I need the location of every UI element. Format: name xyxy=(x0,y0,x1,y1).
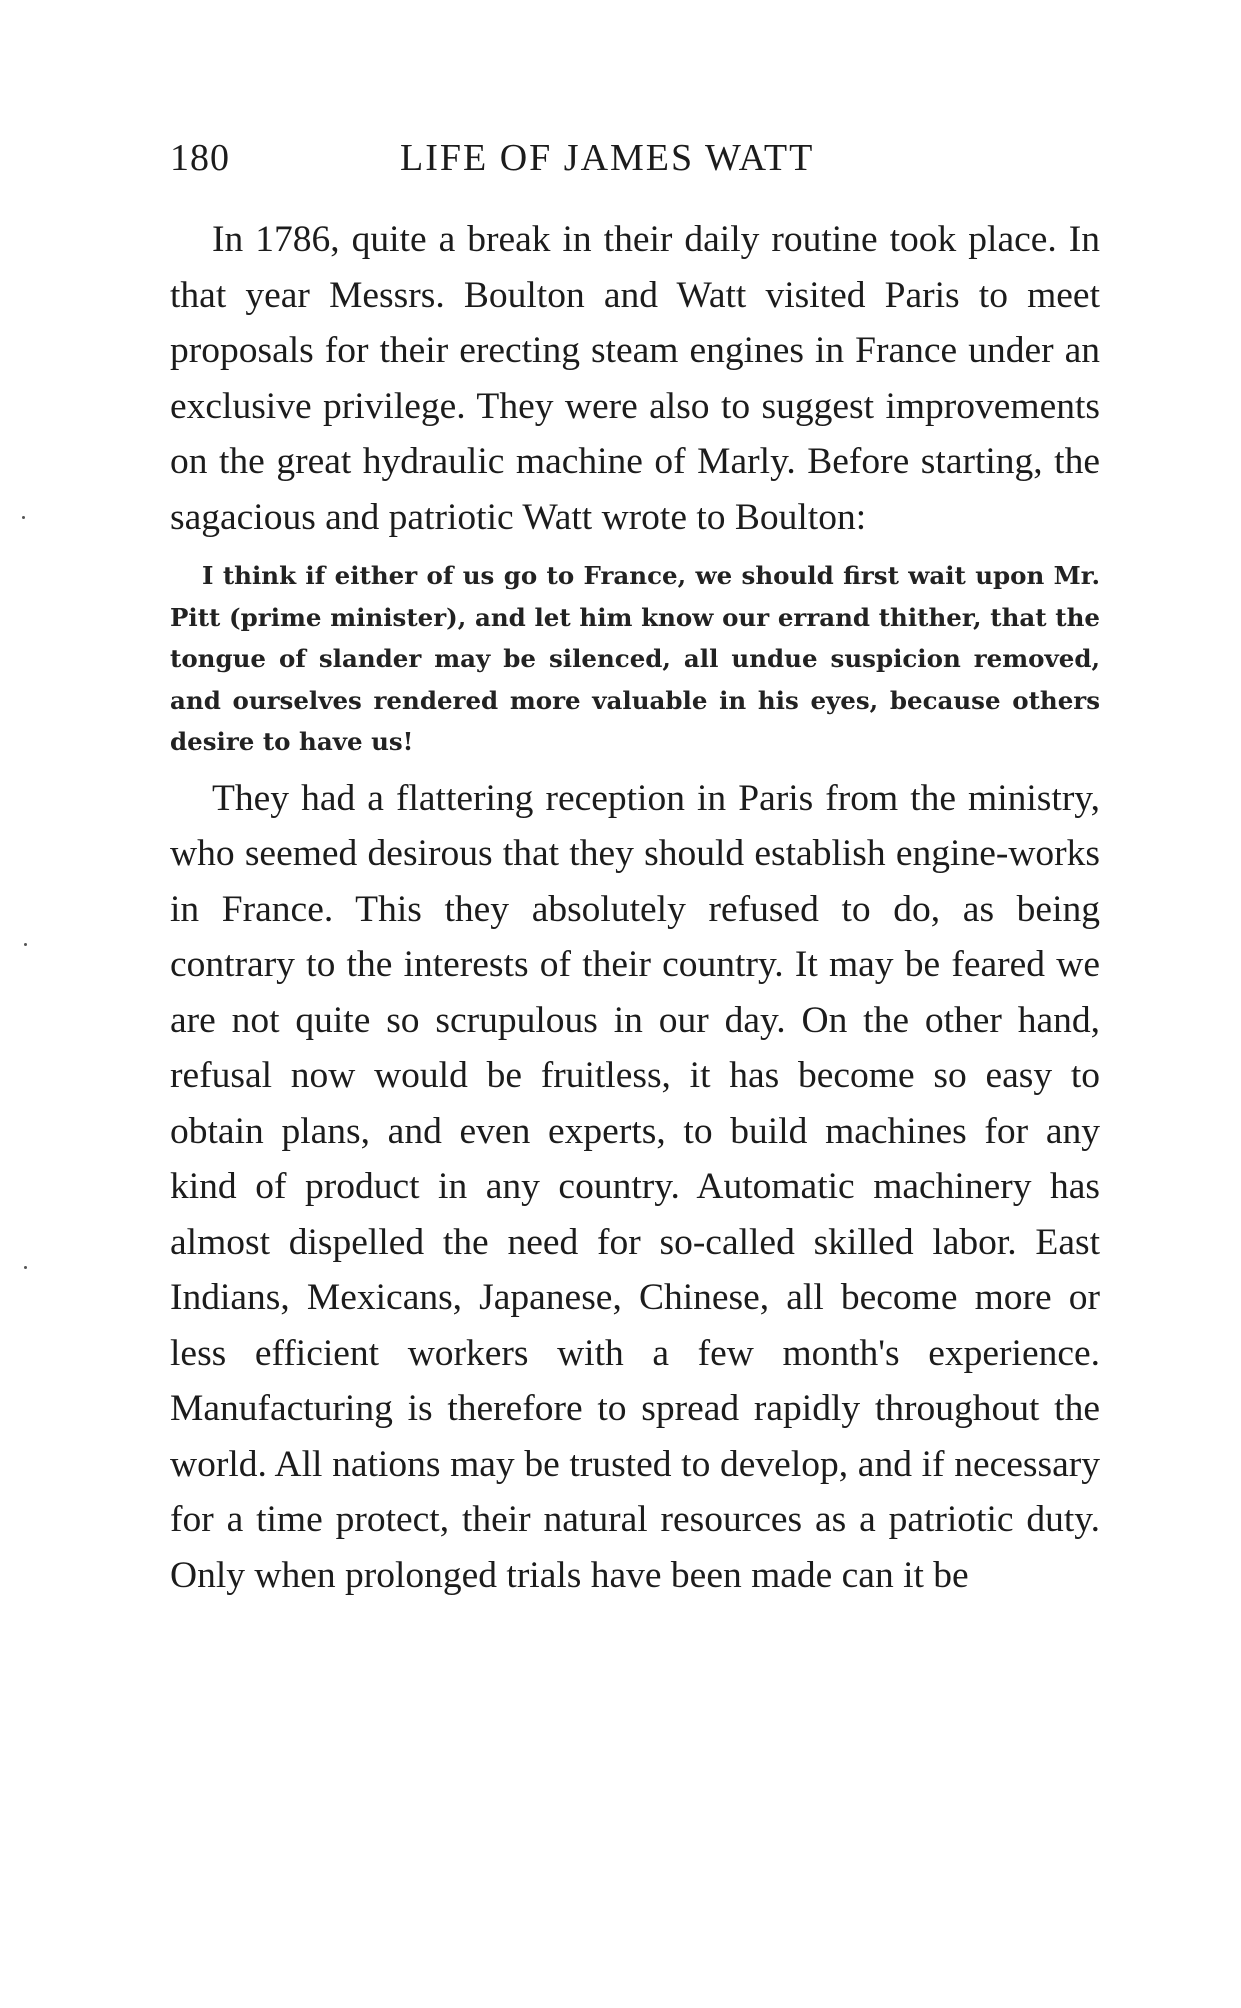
scan-speck xyxy=(24,1266,27,1269)
block-quote-watt-letter: I think if either of us go to France, we should first wait upon Mr. Pitt (prime minister), and let him know our errand thither, that the tongue of slander may be silenced, all undue suspicion removed, and ourselves rendered more valuable in his eyes, because others desire to have us! xyxy=(170,561,1100,756)
paragraph-trip-to-paris: In 1786, quite a break in their daily routine took place. In that year Messrs. Boulton and Watt visited Paris to meet proposals for their erecting steam engines in France under an exclusive privilege. They were also to suggest improvements on the great hydraulic machine of Marly. Before starting, the sagacious and patriotic Watt wrote to Boulton: xyxy=(170,219,1100,538)
paragraph-reception-in-paris: They had a flattering reception in Paris from the ministry, who seemed desirous that they should establish engine-works in France. This they absolutely refused to do, as being contrary to the interests of their country. It may be feared we are not quite so scrupulous in our day. On the other hand, refusal now would be fruitless, it has become so easy to obtain plans, and even experts, to build machines for any kind of product in any country. Automatic machinery has almost dispelled the need for so-called skilled labor. East Indians, Mexicans, Japanese, Chinese, all become more or less efficient workers with a few month's experience. Manufacturing is therefore to spread rapidly throughout the world. All nations may be trusted to develop, and if necessary for a time protect, their natural resources as a patriotic duty. Only when prolonged trials have been made can it be xyxy=(170,777,1100,1596)
scan-speck xyxy=(24,943,27,946)
book-page xyxy=(170,130,1100,1603)
running-title: LIFE OF JAMES WATT xyxy=(400,137,815,179)
running-head xyxy=(170,130,1100,190)
scan-speck xyxy=(22,516,25,519)
page-number: 180 xyxy=(170,137,230,179)
